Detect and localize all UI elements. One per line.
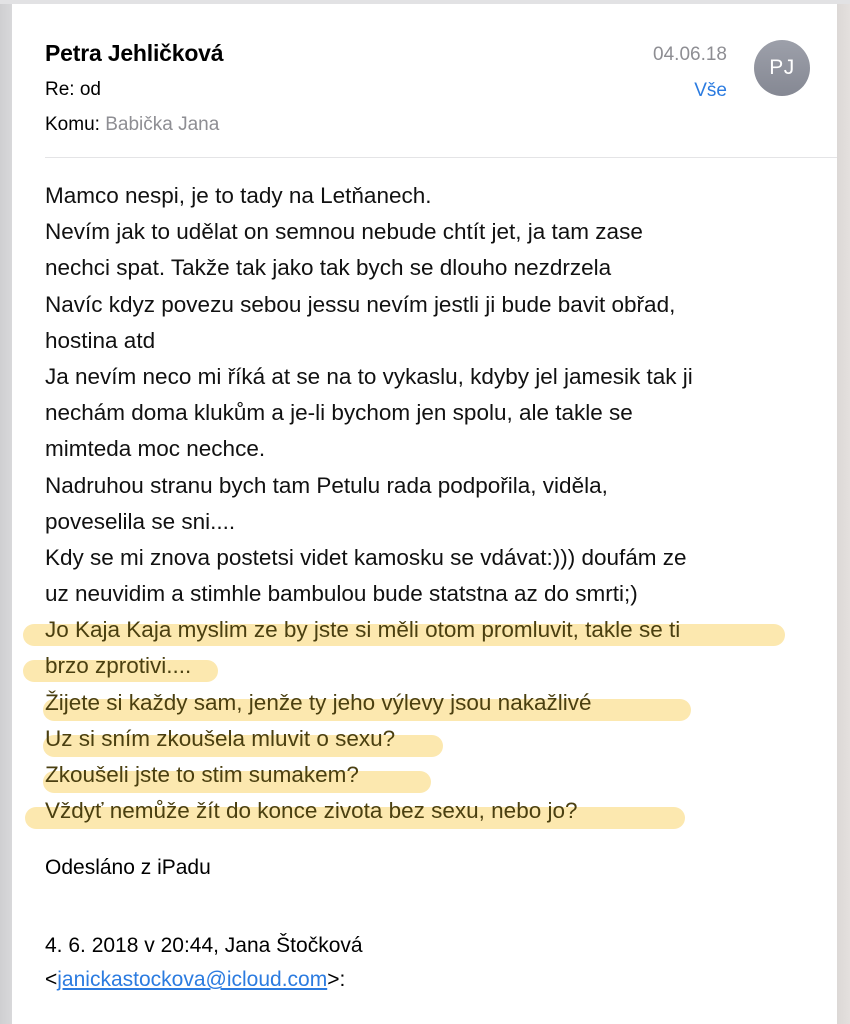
body-line-text: Vždyť nemůže žít do konce zivota bez sexu, nebo jo? — [45, 798, 578, 824]
body-line-text: Navíc kdyz povezu sebou jessu nevím jestli ji bude bavit obřad, — [45, 291, 676, 317]
body-line-text: Uz si sním zkoušela mluvit o sexu? — [45, 725, 396, 751]
sender-name[interactable]: Petra Jehličková — [45, 40, 224, 66]
bracket-close: >: — [327, 968, 346, 991]
highlighted-body-line — [45, 721, 825, 757]
body-line-text: mimteda moc nechce. — [45, 436, 266, 462]
body-line-text: Žijete si každy sam, jenže ty jeho výlevy jsou nakažlivé — [45, 689, 592, 715]
body-line — [45, 287, 825, 323]
body-line-text: Zkoušeli jste to stim sumakem? — [45, 762, 359, 787]
body-line-text: nechci spat. Takže tak jako tak bych se dlouho nezdrzela — [45, 255, 612, 281]
sender-avatar[interactable] — [754, 40, 810, 96]
body-line — [45, 214, 825, 250]
body-line-text: hostina atd — [45, 327, 156, 353]
body-line — [45, 395, 825, 431]
body-line-text: Nadruhou stranu bych tam Petulu rada podpořila, viděla, — [45, 472, 608, 498]
show-details-link[interactable]: Vše — [694, 80, 727, 101]
body-line-text: nechám doma klukům a je-li bychom jen spolu, ale takle se — [45, 400, 633, 426]
highlighted-body-line — [45, 648, 825, 684]
email-date: 04.06.18 — [653, 44, 727, 65]
quoted-sender-email-link[interactable]: janickastockova@icloud.com — [57, 968, 328, 991]
body-line — [45, 250, 825, 286]
email-header — [12, 4, 837, 158]
avatar-initials: PJ — [769, 56, 795, 79]
signature: Odesláno z iPadu — [45, 856, 211, 879]
body-line — [45, 323, 825, 359]
email-message-card — [12, 4, 837, 1024]
body-line — [45, 504, 825, 540]
body-line-text: Mamco nespi, je to tady na Letňanech. — [45, 183, 432, 208]
highlighted-body-line — [45, 757, 825, 793]
body-line — [45, 431, 825, 467]
highlighted-body-line — [45, 793, 825, 829]
email-subject: Re: od — [45, 79, 101, 100]
body-line-text: poveselila se sni.... — [45, 508, 236, 534]
body-line-text: Ja nevím neco mi říká at se na to vykaslu, kdyby jel jamesik tak ji — [45, 363, 693, 389]
quote-email-row — [45, 963, 363, 997]
recipient-label: Komu: — [45, 114, 100, 135]
body-line — [45, 178, 825, 214]
body-line — [45, 468, 825, 504]
header-divider — [45, 157, 837, 158]
recipient-name[interactable]: Babička Jana — [105, 114, 220, 135]
body-line — [45, 540, 825, 576]
body-line-text: Nevím jak to udělat on semnou nebude chtít jet, ja tam zase — [45, 219, 643, 245]
email-body — [45, 178, 825, 829]
quote-date-author: 4. 6. 2018 v 20:44, Jana Štočková — [45, 934, 363, 957]
highlighted-body-line — [45, 685, 825, 721]
quoted-message-header — [45, 929, 363, 997]
bracket-open: < — [45, 968, 58, 991]
body-line-text: Kdy se mi znova postetsi videt kamosku se vdávat:))) doufám ze — [45, 544, 687, 570]
body-line-text: brzo zprotivi.... — [45, 653, 192, 679]
body-line-text: Jo Kaja Kaja myslim ze by jste si měli otom promluvit, takle se ti — [45, 617, 681, 643]
highlighted-body-line — [45, 612, 825, 648]
recipient-row — [45, 114, 219, 136]
body-line — [45, 576, 825, 612]
body-line — [45, 359, 825, 395]
body-line-text: uz neuvidim a stimhle bambulou bude statstna az do smrti;) — [45, 581, 638, 607]
